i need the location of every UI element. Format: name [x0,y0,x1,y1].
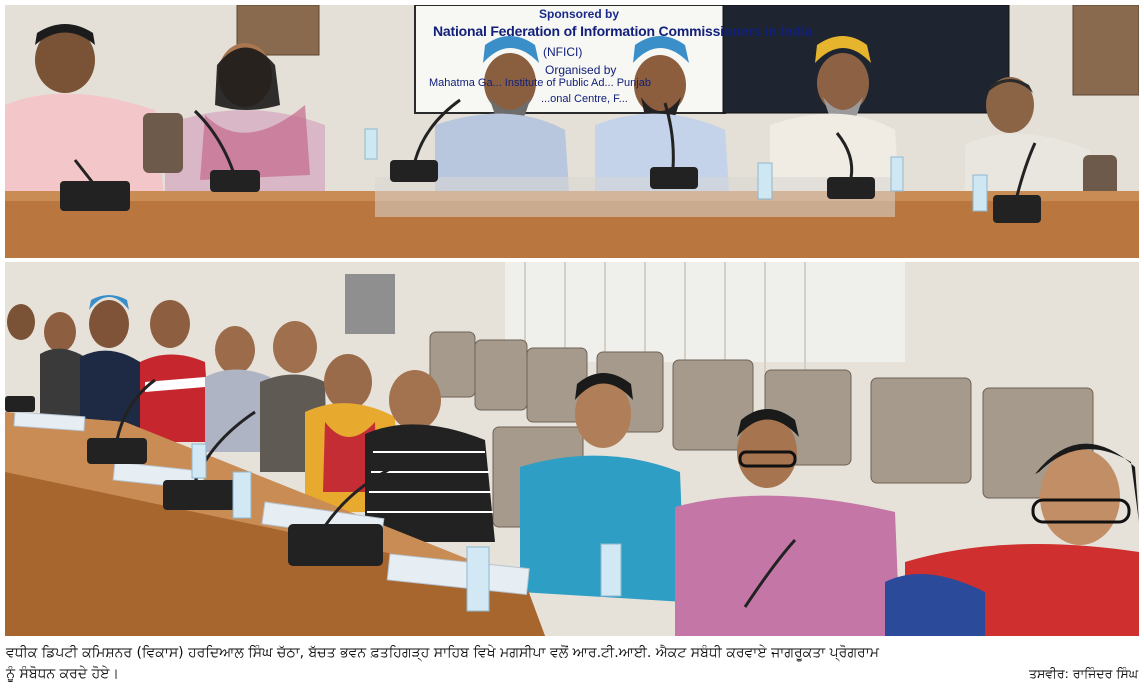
top-photo [5,5,1139,258]
photo-credit: ਤਸਵੀਰ: ਰਾਜਿੰਦਰ ਸਿੰਘ [1028,666,1138,681]
banner-abbreviation-text: (NFICI) [543,45,583,59]
banner-sponsored-text: Sponsored by [539,7,620,21]
top-photo-scene [5,5,1139,258]
caption-line-2: ਨੂੰ ਸੰਬੋਧਨ ਕਰਦੇ ਹੋਏ। [6,666,119,682]
banner-organization-text: National Federation of Information Commissioners in India [433,23,813,39]
bottom-photo [5,262,1139,636]
caption-line-1: ਵਧੀਕ ਡਿਪਟੀ ਕਮਿਸ਼ਨਰ (ਵਿਕਾਸ) ਹਰਦਿਆਲ ਸਿੰਘ ਚੱਠਾ, ਬੱਚਤ ਭਵਨ ਫ਼ਤਹਿਗੜ੍ਹ ਸਾਹਿਬ ਵਿਖੇ ਮਗਸੀਪਾ ਵਲੋਂ ਆਰ.ਟੀ.ਆਈ. ਐਕਟ ਸਬੰਧੀ ਕਰਵਾਏ ਜਾਗਰੂਕਤਾ ਪ੍ਰੋਗਰਾਮ [6,645,879,661]
banner-institute-text: Mahatma Ga... Institute of Public Ad... Punjab [429,77,651,89]
bottom-photo-scene [5,262,1139,636]
banner-organised-text: Organised by [545,63,617,77]
banner-centre-text: ...onal Centre, F... [541,93,628,105]
